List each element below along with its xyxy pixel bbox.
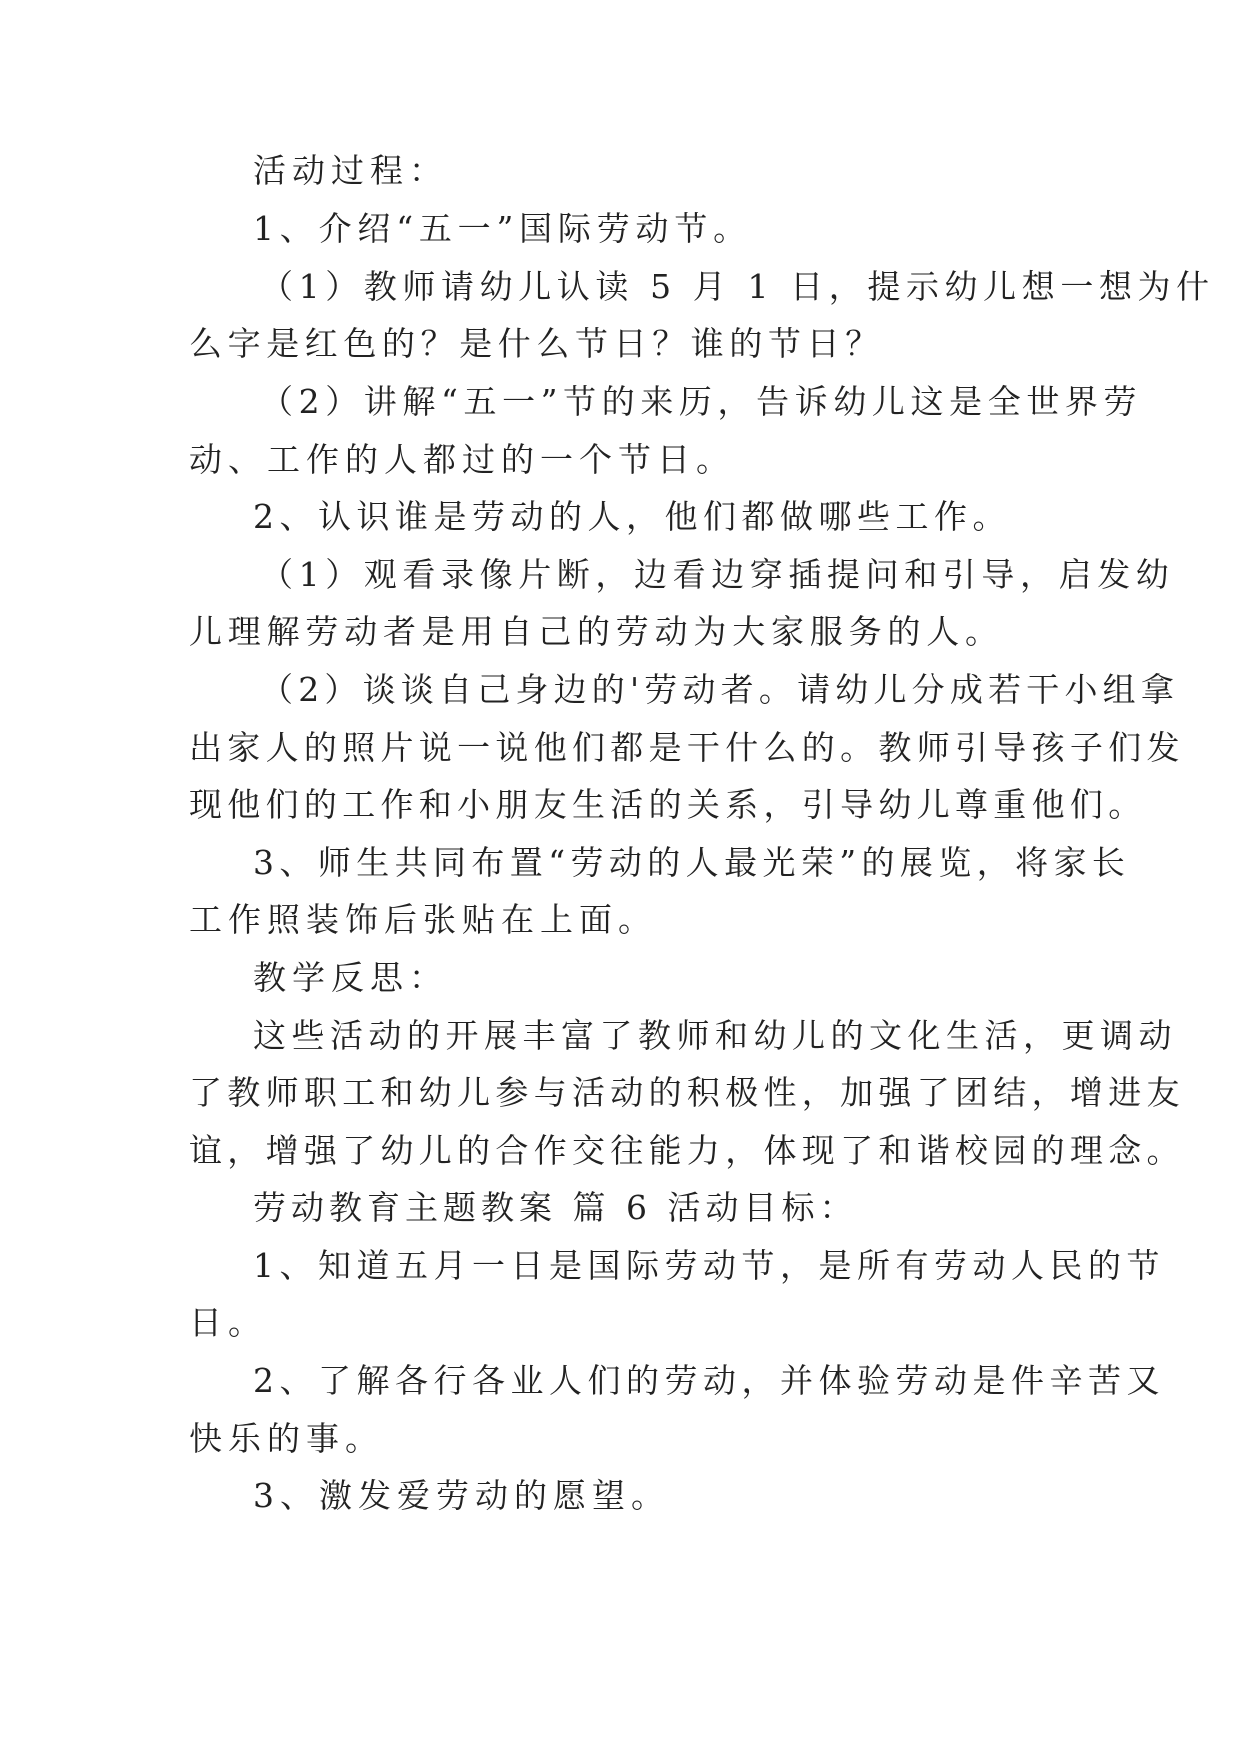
step-2-sub-1-line-2: 儿理解劳动者是用自己的劳动为大家服务的人。 <box>189 612 1004 651</box>
step-2-sub-2-line-3: 现他们的工作和小朋友生活的关系，引导幼儿尊重他们。 <box>189 785 1147 824</box>
step-3-line-2: 工作照装饰后张贴在上面。 <box>189 900 657 939</box>
goal-3-line-1: 3、激发爱劳动的愿望。 <box>253 1476 670 1515</box>
reflection-line-2: 了教师职工和幼儿参与活动的积极性，加强了团结，增进友 <box>189 1073 1185 1112</box>
step-1-heading: 1、介绍“五一”国际劳动节。 <box>253 209 752 248</box>
section-heading-reflection: 教学反思： <box>253 958 448 997</box>
goal-2-line-1: 2、了解各行各业人们的劳动，并体验劳动是件辛苦又 <box>253 1361 1165 1400</box>
step-2-heading: 2、认识谁是劳动的人，他们都做哪些工作。 <box>253 497 1011 536</box>
step-1-sub-2-line-2: 动、工作的人都过的一个节日。 <box>189 440 735 479</box>
goal-2-line-2: 快乐的事。 <box>189 1419 384 1458</box>
goal-1-line-1: 1、知道五月一日是国际劳动节，是所有劳动人民的节 <box>253 1246 1165 1285</box>
reflection-line-1: 这些活动的开展丰富了教师和幼儿的文化生活，更调动 <box>253 1016 1177 1055</box>
step-2-sub-2-line-1: （2）谈谈自己身边的'劳动者。请幼儿分成若干小组拿 <box>260 670 1180 709</box>
step-2-sub-1-line-1: （1）观看录像片断，边看边穿插提问和引导，启发幼 <box>260 555 1175 594</box>
step-1-sub-2-line-1: （2）讲解“五一”节的来历，告诉幼儿这是全世界劳 <box>260 382 1143 421</box>
step-3-line-1: 3、师生共同布置“劳动的人最光荣”的展览，将家长 <box>253 843 1131 882</box>
step-1-sub-1-line-1: （1）教师请幼儿认读 5 月 1 日，提示幼儿想一想为什 <box>260 267 1215 306</box>
step-2-sub-2-line-2: 出家人的照片说一说他们都是干什么的。教师引导孩子们发 <box>189 728 1185 767</box>
lesson-plan-6-heading: 劳动教育主题教案 篇 6 活动目标： <box>253 1188 858 1227</box>
section-heading-activity-process: 活动过程： <box>253 151 448 190</box>
reflection-line-3: 谊，增强了幼儿的合作交往能力，体现了和谐校园的理念。 <box>189 1131 1185 1170</box>
goal-1-line-2: 日。 <box>189 1303 267 1342</box>
step-1-sub-1-line-2: 么字是红色的？是什么节日？谁的节日？ <box>189 324 884 363</box>
